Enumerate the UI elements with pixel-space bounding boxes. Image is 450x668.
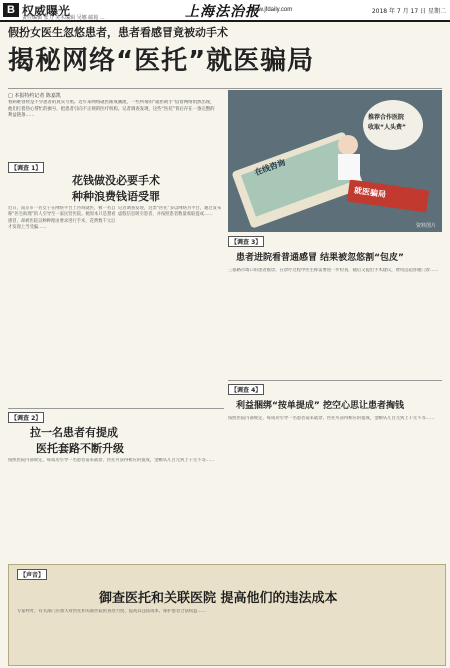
feature-box <box>8 564 446 666</box>
lead-paragraph: 看病难曾经是不少患者的真实写照。近年来网络就医渐成潮流，一些所谓的“就医助手”借着网络悄然出现，他们打着热心帮忙的旗号，把患者引向不正规的医疗机构。记者调查发现，这些“医托”背后存在一条完整的利益链条…… <box>8 100 215 118</box>
section-2-title-line2: 医托套路不断升级 <box>36 442 124 455</box>
section-name: 权威曝光 <box>22 4 71 18</box>
divider <box>228 380 442 381</box>
speech-text-2: 收取“人头费” <box>368 124 406 131</box>
section-2-title: 拉一名患者有提成 <box>30 426 118 439</box>
lead-headline: 揭秘网络“医托”就医骗局 <box>8 46 315 76</box>
photo-caption: 资料图片 <box>415 223 436 229</box>
section-logo: B <box>3 3 19 17</box>
section-1-title-line1: 花钱做没必要手术 <box>72 174 160 187</box>
page-header <box>0 0 450 22</box>
banner-text: 就医骗局 <box>353 185 387 200</box>
section-tag-1: 【调查 1】 <box>8 162 44 173</box>
lead-kicker: 假扮女医生忽悠患者，患者看感冒竟被动手术 <box>8 26 228 39</box>
body-col-1: 近日，南京市一名女子在网络平台上咨询就医，被一名自称“医生助理”的人引导至一家民营医院。她原本只是想看感冒，却被医院以种种理由要求进行手术，花费数千元后才发现上当受骗…… <box>8 206 116 230</box>
body-col-3: 三都路市场口的患者接诊，在诊疗过程中医生称需要进一步检查，随后又提出手术建议，费用远超普通门诊…… <box>228 268 439 273</box>
section-meta: 责任编辑 张力 美术编辑 吴娜 邮箱 ... <box>22 15 105 21</box>
section-4-title: 利益捆绑“按单提成” 挖空心思让患者掏钱 <box>236 401 404 411</box>
feature-title: 御查医托和关联医院 提高他们的违法成本 <box>99 591 338 606</box>
section-tag-4: 【调查 4】 <box>228 384 264 395</box>
site-url[interactable]: www.jfdaily.com <box>250 7 293 13</box>
lead-photo <box>228 90 442 232</box>
speech-text-1: 推荐合作医院 <box>368 114 405 121</box>
body-col-2: 记者调查发现，这类“医托”多以网络为平台，通过发布虚假信息吸引患者，并按照患者数量收取提成…… <box>118 206 222 218</box>
section-tag-3: 【调查 3】 <box>228 236 264 247</box>
body-col-5: 按照医院内部规定，每成功引导一名患者前来就诊，医托可获得相应的提成，金额从几百元到上千元不等…… <box>228 416 435 421</box>
section-tag-2: 【调查 2】 <box>8 412 44 423</box>
body-col-4: 按照医院内部规定，每成功引导一名患者前来就诊，医托可获得相应的提成，金额从几百元到上千元不等…… <box>8 458 215 463</box>
feature-tag: 【声音】 <box>17 569 47 580</box>
divider <box>8 408 224 409</box>
byline: □ 本报特约记者 陈嘉凯 <box>8 93 61 99</box>
section-1-title-line2: 种种浪费钱语受罪 <box>72 190 160 203</box>
divider <box>8 88 442 89</box>
section-3-title: 患者进院看普通感冒 结果被忽悠割“包皮” <box>236 253 404 263</box>
screen-text: 在线咨询 <box>253 157 287 178</box>
masthead: 上海法治报 <box>185 4 260 20</box>
feature-body: 专家呼吁，有关部门应加大对医托和关联医院的查处力度，提高其违法成本，保护患者合法权益…… <box>17 609 207 614</box>
issue-date: 2018 年 7 月 17 日 星期二 <box>371 8 446 15</box>
